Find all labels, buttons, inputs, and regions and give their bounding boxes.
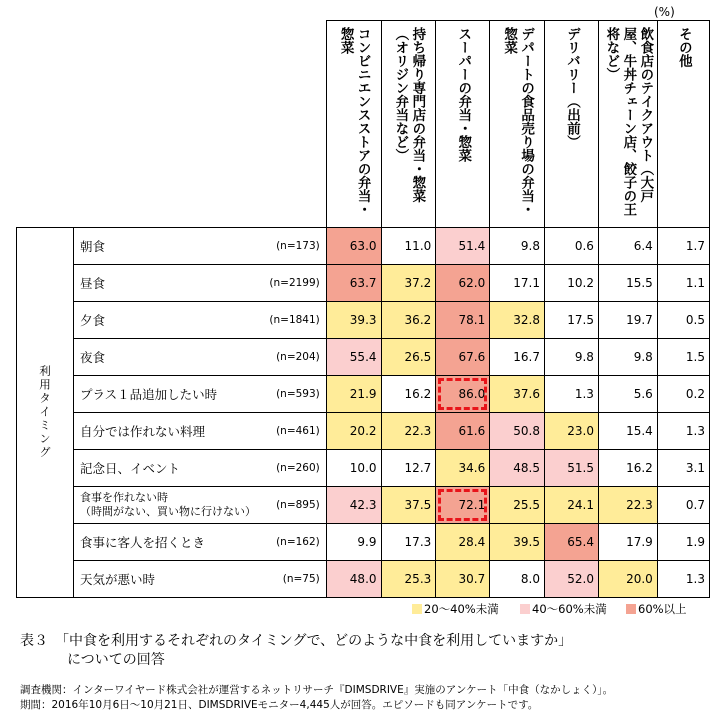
column-header: その他 xyxy=(657,21,709,228)
table-row xyxy=(17,302,710,339)
value-text: 39.3 xyxy=(349,313,377,327)
value-cell xyxy=(436,339,490,376)
value-text: 39.5 xyxy=(513,535,540,549)
table-row xyxy=(17,265,710,302)
value-cell xyxy=(436,450,490,487)
value-text: 17.5 xyxy=(567,313,594,327)
value-cell xyxy=(598,413,657,450)
column-header: スーパーの弁当・惣菜 xyxy=(436,21,490,228)
value-cell xyxy=(381,339,436,376)
value-cell xyxy=(381,450,436,487)
table-row xyxy=(17,561,710,598)
value-text: 19.7 xyxy=(626,313,653,327)
value-cell xyxy=(436,265,490,302)
value-cell xyxy=(544,302,598,339)
value-text: 25.3 xyxy=(404,572,432,586)
row-label xyxy=(74,524,267,561)
value-cell xyxy=(657,413,709,450)
value-text: 51.4 xyxy=(458,239,486,253)
legend-label: 60%以上 xyxy=(638,602,687,616)
value-cell xyxy=(490,450,545,487)
table-row xyxy=(17,339,710,376)
sample-size: (n=260) xyxy=(267,450,327,487)
value-cell xyxy=(326,339,381,376)
table-row xyxy=(17,524,710,561)
row-label xyxy=(74,339,267,376)
value-text: 24.1 xyxy=(567,498,594,512)
row-label-text: 夜食 xyxy=(80,350,106,365)
row-label-text: 昼食 xyxy=(80,276,106,291)
column-header: コンビニエンスストアの弁当・惣菜 xyxy=(326,21,381,228)
value-text: 0.6 xyxy=(574,239,594,253)
value-cell xyxy=(436,487,490,524)
value-cell xyxy=(490,524,545,561)
legend-swatch xyxy=(412,604,422,614)
value-text: 0.7 xyxy=(685,498,705,512)
caption-line-2: についての回答 xyxy=(67,652,165,668)
value-cell xyxy=(657,561,709,598)
table-caption xyxy=(20,632,572,670)
value-text: 10.0 xyxy=(349,461,377,475)
legend-label: 20～40%未満 xyxy=(424,602,499,616)
value-cell xyxy=(436,413,490,450)
value-cell xyxy=(326,228,381,265)
value-text: 36.2 xyxy=(404,313,432,327)
value-cell xyxy=(657,450,709,487)
value-text: 1.7 xyxy=(685,239,705,253)
value-cell xyxy=(544,561,598,598)
header-blank xyxy=(17,21,327,228)
highlight-box xyxy=(438,378,487,410)
value-text: 20.2 xyxy=(349,424,377,438)
value-text: 20.0 xyxy=(626,572,653,586)
value-cell xyxy=(381,487,436,524)
value-text: 12.7 xyxy=(404,461,432,475)
value-cell xyxy=(598,265,657,302)
value-text: 5.6 xyxy=(633,387,653,401)
value-cell xyxy=(598,228,657,265)
value-text: 34.6 xyxy=(458,461,486,475)
value-text: 8.0 xyxy=(520,572,540,586)
table-row xyxy=(17,487,710,524)
section-cell xyxy=(17,228,74,598)
caption-line-1: 表３ 「中食を利用するそれぞれのタイミングで、どのような中食を利用していますか」 xyxy=(20,633,573,649)
value-text: 16.2 xyxy=(626,461,653,475)
value-cell xyxy=(598,450,657,487)
table-row xyxy=(17,413,710,450)
value-cell xyxy=(657,524,709,561)
value-cell xyxy=(490,228,545,265)
value-cell xyxy=(326,265,381,302)
value-cell xyxy=(490,487,545,524)
value-cell xyxy=(657,228,709,265)
value-text: 28.4 xyxy=(458,535,486,549)
column-header: 飲食店のテイクアウト（大戸屋、牛丼チェーン店、餃子の王将など） xyxy=(598,21,657,228)
legend-label: 40～60%未満 xyxy=(532,602,607,616)
value-text: 48.5 xyxy=(513,461,540,475)
row-label xyxy=(74,376,267,413)
sample-size: (n=204) xyxy=(267,339,327,376)
value-cell xyxy=(657,265,709,302)
value-cell xyxy=(381,265,436,302)
highlight-box xyxy=(438,489,487,521)
value-text: 16.7 xyxy=(513,350,540,364)
value-cell xyxy=(657,487,709,524)
legend-swatch xyxy=(626,604,636,614)
value-text: 23.0 xyxy=(567,424,594,438)
value-cell xyxy=(544,413,598,450)
table-row xyxy=(17,376,710,413)
value-cell xyxy=(490,413,545,450)
legend-swatch xyxy=(520,604,530,614)
value-cell xyxy=(598,302,657,339)
value-text: 55.4 xyxy=(349,350,377,364)
notes-line-2: 期間：2016年10月6日～10月21日、DIMSDRIVEモニター4,445人が回答。エピソードも同アンケートです。 xyxy=(20,699,539,711)
value-cell xyxy=(657,376,709,413)
value-text: 1.3 xyxy=(685,424,705,438)
unit-label: (%) xyxy=(654,5,675,19)
value-text: 72.1 xyxy=(458,498,486,512)
notes-line-1: 調査機関：インターワイヤード株式会社が運営するネットリサーチ『DIMSDRIVE』実施のアンケート「中食（なかしょく）」。 xyxy=(20,684,614,696)
sample-size: (n=1841) xyxy=(267,302,327,339)
value-cell xyxy=(436,302,490,339)
value-text: 22.3 xyxy=(626,498,653,512)
value-text: 9.9 xyxy=(357,535,377,549)
value-text: 9.8 xyxy=(520,239,540,253)
column-header: デパートの食品売り場の弁当・惣菜 xyxy=(490,21,545,228)
row-label-text: 記念日、イベント xyxy=(80,461,181,476)
value-text: 26.5 xyxy=(404,350,432,364)
sample-size: (n=895) xyxy=(267,487,327,524)
value-text: 15.5 xyxy=(626,276,653,290)
sample-size: (n=173) xyxy=(267,228,327,265)
value-text: 78.1 xyxy=(458,313,486,327)
value-text: 15.4 xyxy=(626,424,653,438)
row-label xyxy=(74,228,267,265)
value-cell xyxy=(326,487,381,524)
value-text: 1.1 xyxy=(685,276,705,290)
legend-item xyxy=(520,601,607,617)
value-text: 67.6 xyxy=(458,350,486,364)
value-cell xyxy=(436,561,490,598)
value-text: 30.7 xyxy=(458,572,486,586)
value-text: 17.1 xyxy=(513,276,540,290)
row-label-text: 朝食 xyxy=(80,239,106,254)
value-cell xyxy=(436,228,490,265)
value-cell xyxy=(436,376,490,413)
value-text: 32.8 xyxy=(513,313,540,327)
value-cell xyxy=(381,302,436,339)
value-text: 1.5 xyxy=(685,350,705,364)
value-text: 42.3 xyxy=(349,498,377,512)
value-text: 1.3 xyxy=(685,572,705,586)
section-label: 利用タイミング xyxy=(38,365,52,460)
value-cell xyxy=(381,524,436,561)
value-text: 86.0 xyxy=(458,387,486,401)
sample-size: (n=593) xyxy=(267,376,327,413)
value-cell xyxy=(544,524,598,561)
value-cell xyxy=(598,524,657,561)
header-row xyxy=(17,21,710,228)
value-text: 65.4 xyxy=(567,535,594,549)
column-header: デリバリー（出前） xyxy=(544,21,598,228)
value-text: 1.9 xyxy=(685,535,705,549)
row-label-text: プラス１品追加したい時 xyxy=(80,387,218,402)
value-cell xyxy=(598,487,657,524)
value-text: 17.9 xyxy=(626,535,653,549)
value-cell xyxy=(544,339,598,376)
sample-size: (n=75) xyxy=(267,561,327,598)
value-cell xyxy=(598,561,657,598)
value-cell xyxy=(598,376,657,413)
row-label-text: 自分では作れない料理 xyxy=(80,424,206,439)
row-label-text: 夕食 xyxy=(80,313,106,328)
value-text: 3.1 xyxy=(685,461,705,475)
value-text: 48.0 xyxy=(349,572,377,586)
value-cell xyxy=(490,302,545,339)
value-text: 9.8 xyxy=(574,350,594,364)
value-cell xyxy=(657,302,709,339)
row-label xyxy=(74,561,267,598)
value-cell xyxy=(381,376,436,413)
value-cell xyxy=(490,339,545,376)
table-row xyxy=(17,450,710,487)
sample-size: (n=461) xyxy=(267,413,327,450)
value-text: 50.8 xyxy=(513,424,540,438)
sample-size: (n=2199) xyxy=(267,265,327,302)
value-text: 63.0 xyxy=(349,239,377,253)
value-text: 10.2 xyxy=(567,276,594,290)
value-text: 11.0 xyxy=(404,239,432,253)
value-cell xyxy=(326,561,381,598)
value-text: 62.0 xyxy=(458,276,486,290)
value-cell xyxy=(544,487,598,524)
value-cell xyxy=(598,339,657,376)
row-label xyxy=(74,413,267,450)
table-row xyxy=(17,228,710,265)
row-label xyxy=(74,302,267,339)
value-cell xyxy=(326,376,381,413)
value-text: 6.4 xyxy=(633,239,653,253)
value-cell xyxy=(436,524,490,561)
value-text: 1.3 xyxy=(574,387,594,401)
row-label-text: 食事に客人を招くとき xyxy=(80,535,206,550)
value-cell xyxy=(544,265,598,302)
value-text: 22.3 xyxy=(404,424,432,438)
row-label-text: 天気が悪い時 xyxy=(80,572,156,587)
value-cell xyxy=(490,265,545,302)
row-label xyxy=(74,487,267,524)
value-cell xyxy=(544,376,598,413)
legend-item xyxy=(412,601,499,617)
value-text: 21.9 xyxy=(349,387,377,401)
value-cell xyxy=(326,524,381,561)
value-text: 37.5 xyxy=(404,498,432,512)
value-text: 63.7 xyxy=(349,276,377,290)
column-header: 持ち帰り専門店の弁当・惣菜（オリジン弁当など） xyxy=(381,21,436,228)
value-text: 0.2 xyxy=(685,387,705,401)
value-cell xyxy=(381,561,436,598)
value-cell xyxy=(544,228,598,265)
row-label xyxy=(74,265,267,302)
value-cell xyxy=(490,561,545,598)
row-label xyxy=(74,450,267,487)
value-text: 25.5 xyxy=(513,498,540,512)
value-cell xyxy=(544,450,598,487)
row-label-subtext: （時間がない、買い物に行けない） xyxy=(80,505,256,518)
row-label-text: 食事を作れない時 xyxy=(80,491,168,504)
value-text: 37.2 xyxy=(404,276,432,290)
usage-table xyxy=(16,20,710,598)
value-text: 0.5 xyxy=(685,313,705,327)
value-cell xyxy=(326,450,381,487)
value-text: 9.8 xyxy=(633,350,653,364)
survey-notes xyxy=(20,683,613,713)
value-text: 17.3 xyxy=(404,535,432,549)
value-cell xyxy=(326,302,381,339)
value-cell xyxy=(490,376,545,413)
value-text: 51.5 xyxy=(567,461,594,475)
value-cell xyxy=(326,413,381,450)
sample-size: (n=162) xyxy=(267,524,327,561)
value-cell xyxy=(381,413,436,450)
legend-item xyxy=(626,601,687,617)
value-text: 61.6 xyxy=(458,424,486,438)
value-text: 52.0 xyxy=(567,572,594,586)
value-text: 37.6 xyxy=(513,387,540,401)
value-text: 16.2 xyxy=(404,387,432,401)
value-cell xyxy=(381,228,436,265)
value-cell xyxy=(657,339,709,376)
